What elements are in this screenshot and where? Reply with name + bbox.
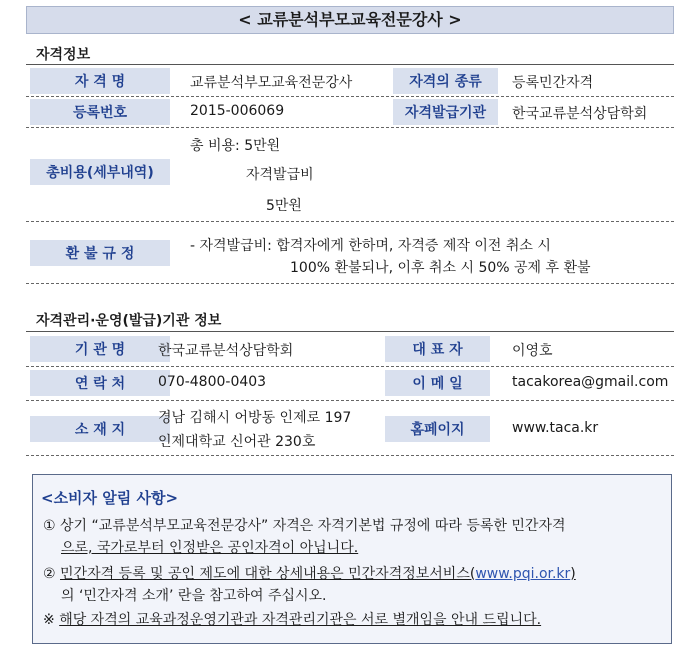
cost-total-value: 총 비용: 5만원: [190, 138, 281, 154]
homepage-label: 홈페이지: [385, 416, 490, 442]
notice-item-2-text: 민간자격 등록 및 공인 제도에 대한 상세내용은 민간자격정보서비스(: [60, 566, 476, 582]
notice-item-1-line2: [61, 537, 358, 557]
cert-type-label: 자격의 종류: [393, 68, 498, 94]
notice-item-3: [43, 609, 541, 629]
row-divider: [26, 127, 674, 128]
notice-item-1-underlined: 으로, 국가로부터 인정받은 공인자격이 아닙니다.: [61, 540, 359, 556]
row-divider: [26, 455, 674, 456]
cost-item-name: 자격발급비: [246, 167, 314, 183]
refund-text-line1: - 자격발급비: 합격자에게 한하며, 자격증 제작 이전 취소 시: [190, 238, 551, 254]
cert-name-value: 교류분석부모교육전문강사: [190, 75, 353, 91]
cost-label: 총비용(세부내역): [30, 159, 170, 185]
refund-text-line2: 100% 환불되나, 이후 취소 시 50% 공제 후 환불: [290, 260, 591, 276]
cert-name-label: 자 격 명: [30, 68, 170, 94]
notice-item-2-line1: [43, 563, 576, 583]
address-label: 소 재 지: [30, 416, 170, 442]
org-name-label: 기 관 명: [30, 336, 170, 362]
pqi-link[interactable]: www.pqi.or.kr: [475, 566, 571, 582]
notice-item-1-text: 상기 “교류분석부모교육전문강사” 자격은 자격기본법 규정에 따라 등록한 민간자격: [60, 518, 566, 534]
row-divider: [26, 283, 674, 284]
contact-label: 연 락 처: [30, 370, 170, 396]
contact-value: 070-4800-0403: [158, 374, 267, 390]
org-info-section-title: 자격관리·운영(발급)기관 정보: [36, 313, 222, 329]
row-divider: [26, 366, 674, 367]
circled-two-marker: ②: [43, 566, 56, 582]
section-divider: [26, 331, 674, 332]
section-divider: [26, 64, 674, 65]
notice-title: <소비자 알림 사항>: [41, 489, 179, 507]
cert-info-section-title: 자격정보: [36, 47, 91, 63]
email-value: tacakorea@gmail.com: [512, 374, 669, 390]
homepage-value: www.taca.kr: [512, 420, 599, 436]
row-divider: [26, 96, 674, 97]
address-line1: 경남 김해시 어방동 인제로 197: [158, 410, 352, 426]
representative-label: 대 표 자: [385, 336, 490, 362]
consumer-notice-box: [32, 474, 672, 644]
cost-item-amount: 5만원: [266, 198, 302, 214]
cert-type-value: 등록민간자격: [512, 75, 594, 91]
issuer-label: 자격발급기관: [393, 99, 498, 125]
refund-label: 환 불 규 정: [30, 240, 170, 266]
email-label: 이 메 일: [385, 370, 490, 396]
issuer-value: 한국교류분석상담학회: [512, 106, 648, 122]
notice-item-2-line2: [61, 585, 327, 605]
reg-number-value: 2015-006069: [190, 103, 285, 119]
reference-mark-marker: ※: [43, 612, 55, 628]
notice-item-3-text: 해당 자격의 교육과정운영기관과 자격관리기관은 서로 별개임을 안내 드립니다.: [59, 612, 542, 628]
notice-item-1-line1: [43, 515, 566, 535]
representative-value: 이영호: [512, 343, 553, 359]
reg-number-label: 등록번호: [30, 99, 170, 125]
row-divider: [26, 221, 674, 222]
notice-item-2-paren: ): [570, 566, 576, 582]
address-line2: 인제대학교 신어관 230호: [158, 434, 316, 450]
org-name-value: 한국교류분석상담학회: [158, 343, 294, 359]
notice-item-2-text2: 의 ‘민간자격 소개’ 란을 참고하여 주십시오.: [61, 588, 327, 604]
circled-one-marker: ①: [43, 518, 56, 534]
page-title: < 교류분석부모교육전문강사 >: [26, 6, 674, 34]
row-divider: [26, 400, 674, 401]
